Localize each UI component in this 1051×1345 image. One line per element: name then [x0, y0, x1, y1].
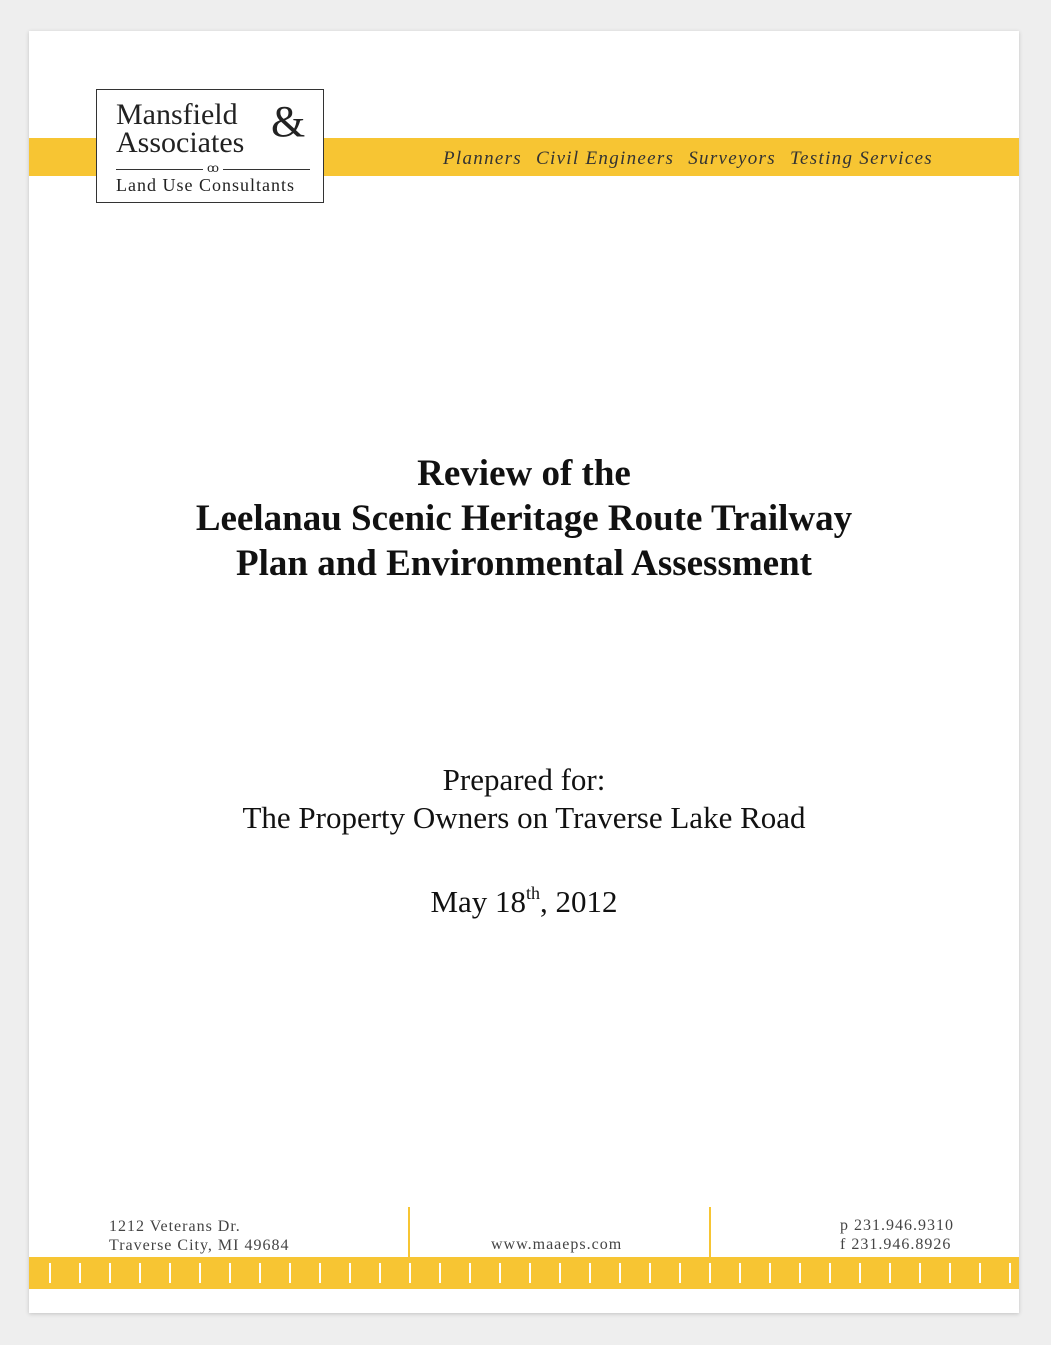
title-line-3: Plan and Environmental Assessment	[236, 543, 812, 584]
ruler-tick	[439, 1263, 441, 1283]
ruler-tick	[529, 1263, 531, 1283]
ruler-tick	[829, 1263, 831, 1283]
date-prefix: May 18	[430, 884, 527, 919]
client-name: The Property Owners on Traverse Lake Road	[242, 800, 806, 835]
title-line-1: Review of the	[417, 453, 631, 494]
ruler-tick	[589, 1263, 591, 1283]
ruler-tick	[259, 1263, 261, 1283]
footer-contact	[840, 1216, 954, 1254]
footer-address	[109, 1217, 289, 1255]
ruler-tick	[739, 1263, 741, 1283]
ruler-tick	[889, 1263, 891, 1283]
ruler-tick	[169, 1263, 171, 1283]
document-date	[29, 874, 1019, 921]
date-ordinal: th	[526, 883, 541, 903]
logo-subtitle: Land Use Consultants	[116, 175, 295, 195]
ruler-tick	[649, 1263, 651, 1283]
ruler-tick	[949, 1263, 951, 1283]
date-year: , 2012	[540, 884, 618, 919]
fax-number: f 231.946.8926	[840, 1236, 952, 1253]
service-planners: Planners	[443, 148, 523, 169]
logo-name-line1: Mansfield	[116, 98, 238, 131]
title-line-2: Leelanau Scenic Heritage Route Trailway	[195, 498, 853, 539]
ruler-tick	[349, 1263, 351, 1283]
logo-ornament-icon: ꝏ	[203, 161, 223, 175]
ruler-tick	[79, 1263, 81, 1283]
ruler-tick	[319, 1263, 321, 1283]
ruler-tick	[469, 1263, 471, 1283]
ruler-tick	[199, 1263, 201, 1283]
logo-ampersand: &	[271, 97, 306, 146]
ruler-tick	[769, 1263, 771, 1283]
phone-number: p 231.946.9310	[840, 1217, 954, 1234]
ruler-tick	[139, 1263, 141, 1283]
ruler-tick	[679, 1263, 681, 1283]
ruler-tick	[109, 1263, 111, 1283]
ruler-tick	[289, 1263, 291, 1283]
footer-ruler-band	[29, 1257, 1019, 1289]
ruler-tick	[559, 1263, 561, 1283]
prepared-for-block	[29, 761, 1019, 837]
document-page	[29, 31, 1019, 1313]
ruler-tick	[979, 1263, 981, 1283]
ruler-tick	[49, 1263, 51, 1283]
service-civil-engineers: Civil Engineers	[536, 148, 675, 169]
prepared-for-label: Prepared for:	[442, 762, 606, 797]
ruler-tick	[799, 1263, 801, 1283]
ruler-tick	[1009, 1263, 1011, 1283]
address-line-1: 1212 Veterans Dr.	[109, 1218, 241, 1235]
ruler-tick	[379, 1263, 381, 1283]
document-title	[29, 451, 1019, 586]
address-line-2: Traverse City, MI 49684	[109, 1237, 290, 1254]
ruler-tick	[499, 1263, 501, 1283]
ruler-tick	[229, 1263, 231, 1283]
ruler-tick	[859, 1263, 861, 1283]
footer-divider-left	[408, 1207, 410, 1257]
ruler-tick	[409, 1263, 411, 1283]
ruler-tick	[919, 1263, 921, 1283]
ruler-tick	[709, 1263, 711, 1283]
service-surveyors: Surveyors	[688, 148, 776, 169]
footer-divider-right	[709, 1207, 711, 1257]
service-testing: Testing Services	[789, 148, 933, 169]
footer-website: www.maaeps.com	[491, 1236, 623, 1253]
services-tagline	[443, 148, 933, 170]
company-logo	[96, 89, 324, 203]
logo-name-line2: Associates	[116, 126, 245, 159]
ruler-tick	[619, 1263, 621, 1283]
